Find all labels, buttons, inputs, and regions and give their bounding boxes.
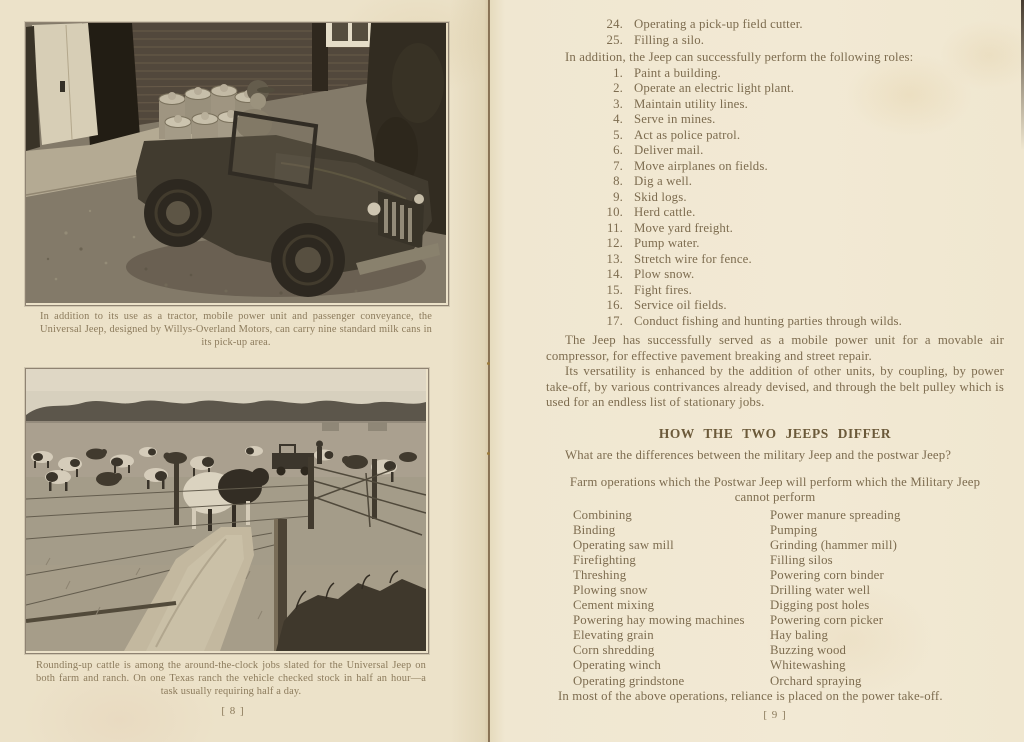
list-item <box>546 236 1004 252</box>
operation-item: Elevating grain <box>573 628 654 643</box>
list-item-text: Fight fires. <box>634 282 692 297</box>
page-number-9: [ 9 ] <box>763 709 787 722</box>
list-item-text: Operate an electric light plant. <box>634 81 795 95</box>
list-item <box>546 143 1004 159</box>
list-item-text: Pump water. <box>634 236 700 250</box>
operations-column-left <box>573 508 770 689</box>
list-item <box>546 97 1004 113</box>
list-item-number: 8. <box>613 174 623 188</box>
operation-item: Buzzing wood <box>770 643 847 658</box>
gutter-speck <box>487 362 490 365</box>
operation-item: Powering corn binder <box>770 567 884 582</box>
page-left <box>0 0 489 742</box>
list-item <box>546 81 1004 97</box>
list-item-number: 17. <box>606 313 623 328</box>
operations-column-right <box>770 508 1004 689</box>
operation-item: Powering hay mowing machines <box>573 613 745 628</box>
photo2-caption: Rounding-up cattle is among the around-the-clock jobs slated for the Universal Jeep on both farm and ranch. On one Texas ranch the vehicle checked stock in half an hour—a task usually requiring half a day. <box>36 660 426 698</box>
page-number-8: [ 8 ] <box>221 705 245 717</box>
operation-item: Digging post holes <box>770 598 870 613</box>
list-item <box>546 252 1004 268</box>
list-item-text: Move airplanes on fields. <box>634 158 768 173</box>
roles-list <box>546 66 1004 330</box>
list-item-text: Conduct fishing and hunting parties through wilds. <box>634 313 903 328</box>
list-item-number: 4. <box>613 112 623 126</box>
page-gutter <box>488 0 490 742</box>
operation-item: Drilling water well <box>770 582 871 597</box>
right-page-content <box>489 0 1024 724</box>
list-item <box>546 128 1004 144</box>
list-item <box>546 267 1004 283</box>
list-item-number: 1. <box>613 65 623 80</box>
operation-item: Operating grindstone <box>573 673 685 688</box>
list-item <box>546 190 1004 206</box>
list-item <box>546 17 1004 33</box>
list-item-text: Act as police patrol. <box>634 127 741 142</box>
list-item <box>546 159 1004 175</box>
list-item-number: 15. <box>606 282 623 297</box>
list-item-text: Skid logs. <box>634 189 687 204</box>
list-item <box>546 112 1004 128</box>
list-item-text: Maintain utility lines. <box>634 96 748 111</box>
page-right <box>489 0 1024 742</box>
roles-intro: In addition, the Jeep can successfully perform the following roles: <box>565 50 914 64</box>
operation-item: Pumping <box>770 522 818 537</box>
operation-item: Orchard spraying <box>770 673 862 688</box>
paragraph-versatility: Its versatility is enhanced by the addition of other units, by coupling, by power take-off, by various contrivances already devised, and through the belt pulley which is used for an endless list of stationary jobs. <box>546 364 1004 409</box>
operation-item: Hay baling <box>770 628 829 643</box>
list-item-number: 11. <box>607 220 623 235</box>
list-item-text: Paint a building. <box>634 65 721 80</box>
closing-line: In most of the above operations, reliance is placed on the power take-off. <box>558 688 943 703</box>
operation-item: Plowing snow <box>573 582 648 597</box>
paragraph-power-unit: The Jeep has successfully served as a mobile power unit for a movable air compressor, for effective pavement breaking and street repair. <box>546 333 1004 363</box>
operation-item: Filling silos <box>770 552 833 567</box>
operation-item: Operating saw mill <box>573 537 674 552</box>
operation-item: Combining <box>573 507 632 522</box>
list-item-number: 5. <box>613 127 623 142</box>
cattle-roundup-illustration <box>26 369 426 651</box>
photo-cattle-roundup <box>25 368 429 654</box>
list-item-number: 10. <box>606 205 623 219</box>
list-item-text: Filling a silo. <box>634 32 705 47</box>
list-item <box>546 221 1004 237</box>
list-item-number: 7. <box>613 158 623 173</box>
list-item-text: Serve in mines. <box>634 112 716 126</box>
operation-item: Grinding (hammer mill) <box>770 537 897 552</box>
list-item-text: Dig a well. <box>634 174 693 188</box>
photo-jeep-milk-cans <box>25 22 449 306</box>
list-item <box>546 314 1004 330</box>
list-item-text: Stretch wire for fence. <box>634 251 752 266</box>
operations-table <box>573 508 1004 689</box>
list-item-number: 14. <box>606 267 623 281</box>
list-item-number: 9. <box>613 189 623 204</box>
operation-item: Binding <box>573 522 616 537</box>
list-item-text: Operating a pick-up field cutter. <box>634 17 803 31</box>
list-item-number: 24. <box>606 17 623 31</box>
operation-item: Corn shredding <box>573 643 655 658</box>
operation-item: Whitewashing <box>770 658 846 673</box>
operation-item: Cement mixing <box>573 598 655 613</box>
photo1-caption: In addition to its use as a tractor, mobile power unit and passenger conveyance, the Universal Jeep, designed by Willys-Overland Motors, can carry nine standard milk cans in its pick-up area. <box>40 311 432 349</box>
operation-item: Threshing <box>573 567 627 582</box>
operation-item: Operating winch <box>573 658 661 673</box>
list-item-number: 13. <box>606 251 623 266</box>
list-item <box>546 298 1004 314</box>
list-item-text: Move yard freight. <box>634 220 734 235</box>
list-item <box>546 205 1004 221</box>
list-item-number: 12. <box>606 236 623 250</box>
list-item-number: 6. <box>613 143 623 157</box>
list-item-text: Plow snow. <box>634 267 695 281</box>
list-item-number: 16. <box>606 298 623 312</box>
list-item <box>546 283 1004 299</box>
list-item <box>546 66 1004 82</box>
list-item-number: 2. <box>613 81 623 95</box>
list-item <box>546 174 1004 190</box>
section-heading: HOW THE TWO JEEPS DIFFER <box>658 425 892 441</box>
list-item-number: 3. <box>613 96 623 111</box>
jeep-milk-cans-illustration <box>26 23 446 303</box>
operation-item: Power manure spreading <box>770 507 901 522</box>
list-item-number: 25. <box>606 32 623 47</box>
operation-item: Firefighting <box>573 552 636 567</box>
operation-item: Powering corn picker <box>770 613 884 628</box>
list-item <box>546 33 1004 49</box>
carryover-list <box>546 17 1004 48</box>
list-item-text: Deliver mail. <box>634 143 704 157</box>
list-item-text: Herd cattle. <box>634 205 696 219</box>
list-item-text: Service oil fields. <box>634 298 727 312</box>
question-line: What are the differences between the military Jeep and the postwar Jeep? <box>565 448 952 462</box>
operations-subheading: Farm operations which the Postwar Jeep will perform which the Military Jeep cannot perform <box>569 474 981 504</box>
gutter-speck <box>487 452 490 455</box>
